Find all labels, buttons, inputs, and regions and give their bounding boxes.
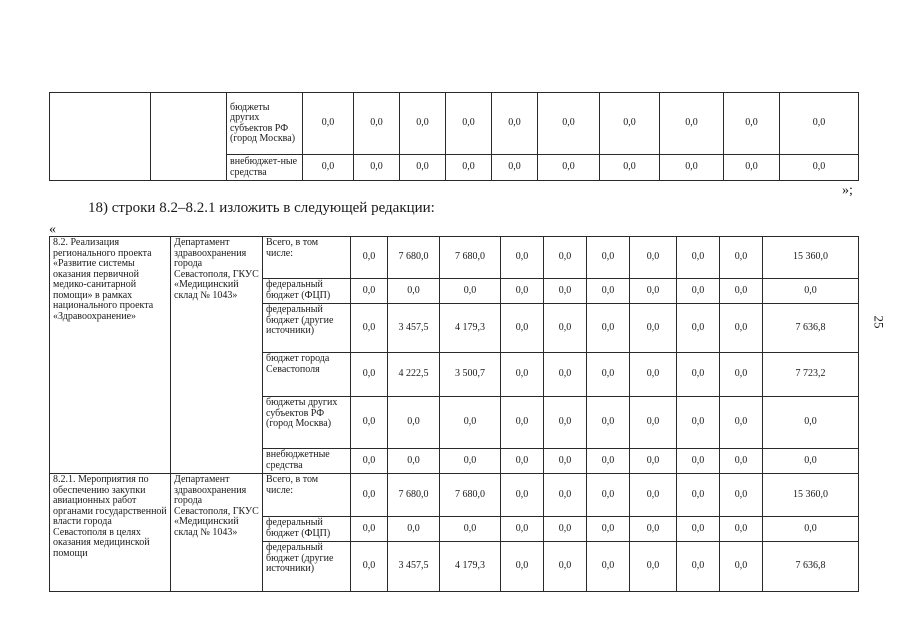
activity-name-cell: 8.2. Реализация регионального проекта «Развитие системы оказания первичной медико-санитарной помощи» в рамках национального проекта «Здравоохранение» [50,237,171,474]
value-cell: 0,0 [446,93,492,155]
value-cell: 0,0 [544,517,587,542]
value-cell: 0,0 [677,542,720,592]
value-cell: 7 636,8 [763,542,859,592]
executor-cell: Департамент здравоохранения города Севастополя, ГКУС «Медицинский склад № 1043» [171,237,263,474]
empty-cell [151,93,227,181]
value-cell: 0,0 [630,474,677,517]
value-cell: 0,0 [587,397,630,449]
value-cell: 15 360,0 [763,474,859,517]
value-cell: 0,0 [440,517,501,542]
funding-source-cell: бюджеты других субъектов РФ (город Москва) [227,93,303,155]
value-cell: 0,0 [351,279,388,304]
value-cell: 0,0 [600,155,660,181]
value-cell: 0,0 [492,93,538,155]
value-cell: 0,0 [351,542,388,592]
value-cell: 0,0 [763,517,859,542]
value-cell: 0,0 [720,304,763,353]
value-cell: 0,0 [677,237,720,279]
value-cell: 0,0 [440,279,501,304]
funding-source-cell: внебюджетные средства [263,449,351,474]
table-row [50,474,859,517]
value-cell: 0,0 [501,517,544,542]
value-cell: 0,0 [388,279,440,304]
value-cell: 0,0 [587,474,630,517]
value-cell: 0,0 [630,397,677,449]
funding-source-cell: федеральный бюджет (ФЦП) [263,279,351,304]
value-cell: 3 457,5 [388,542,440,592]
value-cell: 0,0 [720,449,763,474]
value-cell: 0,0 [501,542,544,592]
value-cell: 0,0 [400,93,446,155]
value-cell: 0,0 [538,155,600,181]
activity-name-cell: 8.2.1. Мероприятия по обеспечению закупки авиационных работ органами государственной власти города Севастополя в целях оказания медицинской помощи [50,474,171,592]
value-cell: 0,0 [720,279,763,304]
value-cell: 0,0 [720,474,763,517]
empty-cell [50,93,151,181]
value-cell: 0,0 [351,474,388,517]
value-cell: 0,0 [720,353,763,397]
value-cell: 0,0 [780,155,859,181]
value-cell: 0,0 [351,449,388,474]
value-cell: 0,0 [351,237,388,279]
table-row [50,93,859,155]
value-cell: 0,0 [501,474,544,517]
value-cell: 0,0 [630,279,677,304]
value-cell: 0,0 [544,304,587,353]
value-cell: 0,0 [388,397,440,449]
value-cell: 0,0 [720,517,763,542]
value-cell: 0,0 [351,353,388,397]
funding-source-cell: федеральный бюджет (другие источники) [263,542,351,592]
value-cell: 0,0 [351,397,388,449]
funding-source-cell: внебюджет-ные средства [227,155,303,181]
value-cell: 4 179,3 [440,542,501,592]
value-cell: 0,0 [763,397,859,449]
page-number: 25 [871,315,887,329]
value-cell: 0,0 [400,155,446,181]
value-cell: 0,0 [544,353,587,397]
value-cell: 0,0 [501,279,544,304]
value-cell: 15 360,0 [763,237,859,279]
value-cell: 0,0 [724,93,780,155]
value-cell: 0,0 [677,397,720,449]
value-cell: 0,0 [720,237,763,279]
value-cell: 0,0 [538,93,600,155]
value-cell: 0,0 [440,397,501,449]
value-cell: 0,0 [544,279,587,304]
value-cell: 0,0 [720,542,763,592]
value-cell: 0,0 [677,517,720,542]
value-cell: 0,0 [388,517,440,542]
value-cell: 0,0 [501,449,544,474]
value-cell: 0,0 [724,155,780,181]
value-cell: 0,0 [587,517,630,542]
value-cell: 0,0 [587,304,630,353]
value-cell: 0,0 [501,237,544,279]
funding-source-cell: федеральный бюджет (другие источники) [263,304,351,353]
funding-source-cell: бюджеты других субъектов РФ (город Москва) [263,397,351,449]
value-cell: 0,0 [501,304,544,353]
amendment-instruction: 18) строки 8.2–8.2.1 изложить в следующей редакции: [88,200,435,216]
opening-quote: « [49,222,56,237]
value-cell: 4 179,3 [440,304,501,353]
funding-source-cell: бюджет города Севастополя [263,353,351,397]
value-cell: 0,0 [492,155,538,181]
funding-source-cell: Всего, в том числе: [263,474,351,517]
value-cell: 0,0 [501,353,544,397]
value-cell: 0,0 [587,449,630,474]
value-cell: 0,0 [660,155,724,181]
value-cell: 0,0 [351,304,388,353]
value-cell: 0,0 [677,304,720,353]
value-cell: 0,0 [720,397,763,449]
value-cell: 0,0 [630,449,677,474]
value-cell: 0,0 [763,279,859,304]
value-cell: 7 680,0 [388,237,440,279]
value-cell: 7 723,2 [763,353,859,397]
value-cell: 0,0 [600,93,660,155]
table-row [50,237,859,279]
value-cell: 0,0 [677,474,720,517]
value-cell: 0,0 [501,397,544,449]
value-cell: 0,0 [544,397,587,449]
value-cell: 4 222,5 [388,353,440,397]
value-cell: 0,0 [763,449,859,474]
funding-source-cell: федеральный бюджет (ФЦП) [263,517,351,542]
value-cell: 0,0 [351,517,388,542]
value-cell: 7 636,8 [763,304,859,353]
value-cell: 0,0 [303,93,354,155]
value-cell: 0,0 [388,449,440,474]
value-cell: 0,0 [544,474,587,517]
value-cell: 0,0 [630,304,677,353]
value-cell: 0,0 [587,542,630,592]
value-cell: 0,0 [544,449,587,474]
value-cell: 0,0 [630,542,677,592]
value-cell: 0,0 [446,155,492,181]
value-cell: 0,0 [587,237,630,279]
value-cell: 0,0 [630,353,677,397]
continuation-table [49,92,859,181]
value-cell: 0,0 [780,93,859,155]
closing-quote: »; [842,183,853,198]
value-cell: 0,0 [303,155,354,181]
executor-cell: Департамент здравоохранения города Севастополя, ГКУС «Медицинский склад № 1043» [171,474,263,592]
value-cell: 0,0 [587,279,630,304]
funding-source-cell: Всего, в том числе: [263,237,351,279]
value-cell: 0,0 [677,279,720,304]
value-cell: 0,0 [544,237,587,279]
value-cell: 0,0 [677,449,720,474]
value-cell: 7 680,0 [388,474,440,517]
value-cell: 0,0 [660,93,724,155]
value-cell: 0,0 [354,93,400,155]
value-cell: 7 680,0 [440,237,501,279]
value-cell: 0,0 [440,449,501,474]
value-cell: 0,0 [587,353,630,397]
value-cell: 0,0 [354,155,400,181]
value-cell: 0,0 [630,237,677,279]
value-cell: 0,0 [677,353,720,397]
value-cell: 0,0 [544,542,587,592]
budget-table [49,236,859,592]
value-cell: 0,0 [630,517,677,542]
value-cell: 3 500,7 [440,353,501,397]
value-cell: 3 457,5 [388,304,440,353]
value-cell: 7 680,0 [440,474,501,517]
